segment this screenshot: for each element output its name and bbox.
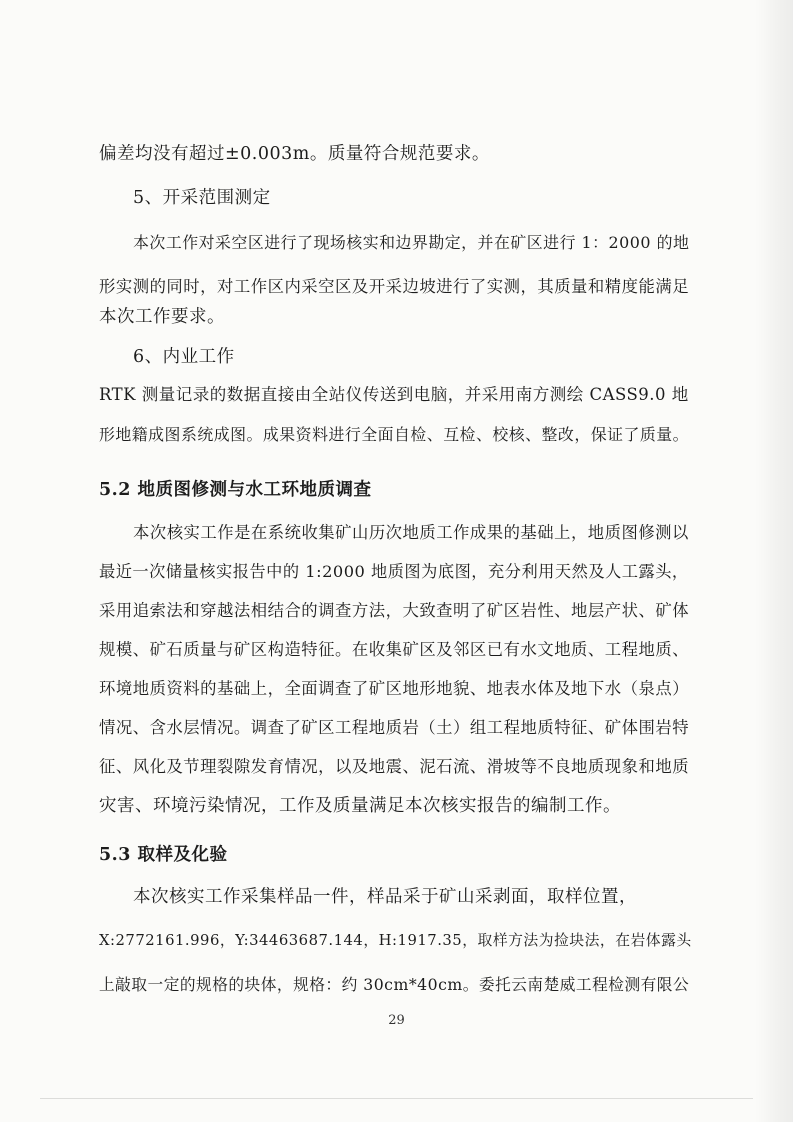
text-line: 环境地质资料的基础上，全面调查了矿区地形地貌、地表水体及地下水（泉点） — [99, 679, 690, 698]
text-line: 灾害、环境污染情况，工作及质量满足本次核实报告的编制工作。 — [99, 796, 621, 816]
section-heading: 5.3 取样及化验 — [99, 845, 228, 865]
text-line: 征、风化及节理裂隙发育情况，以及地震、泥石流、滑坡等不良地质现象和地质 — [99, 757, 690, 776]
text-line: RTK 测量记录的数据直接由全站仪传送到电脑，并采用南方测绘 CASS9.0 地 — [99, 385, 689, 404]
text-line: X:2772161.996，Y:34463687.144，H:1917.35，取样方法为捡块法，在岩体露头 — [99, 932, 692, 949]
text-line: 上敲取一定的规格的块体，规格：约 30cm*40cm。委托云南楚威工程检测有限公 — [99, 975, 690, 994]
text-line: 采用追索法和穿越法相结合的调查方法，大致查明了矿区岩性、地层产状、矿体 — [99, 601, 690, 620]
text-line: 偏差均没有超过±0.003m。质量符合规范要求。 — [99, 144, 490, 164]
scan-edge-shadow — [755, 0, 793, 1122]
text-line: 本次核实工作采集样品一件，样品采于矿山采剥面，取样位置， — [133, 887, 637, 907]
page-number: 29 — [388, 1013, 405, 1028]
text-line: 本次核实工作是在系统收集矿山历次地质工作成果的基础上，地质图修测以 — [133, 523, 689, 542]
list-item-heading: 5、开采范围测定 — [133, 188, 271, 208]
list-item-heading: 6、内业工作 — [133, 347, 235, 367]
text-line: 规模、矿石质量与矿区构造特征。在收集矿区及邻区已有水文地质、工程地质、 — [99, 640, 690, 659]
text-line: 情况、含水层情况。调查了矿区工程地质岩（土）组工程地质特征、矿体围岩特 — [99, 718, 690, 737]
section-heading: 5.2 地质图修测与水工环地质调查 — [99, 480, 372, 500]
text-line: 本次工作对采空区进行了现场核实和边界勘定，并在矿区进行 1：2000 的地 — [133, 233, 690, 252]
text-line: 形地籍成图系统成图。成果资料进行全面自检、互检、校核、整改，保证了质量。 — [99, 425, 690, 444]
text-line: 最近一次储量核实报告中的 1:2000 地质图为底图，充分利用天然及人工露头， — [99, 562, 689, 581]
text-line: 本次工作要求。 — [99, 307, 225, 327]
scan-bottom-line — [40, 1098, 753, 1099]
text-line: 形实测的同时，对工作区内采空区及开采边坡进行了实测，其质量和精度能满足 — [99, 277, 690, 296]
